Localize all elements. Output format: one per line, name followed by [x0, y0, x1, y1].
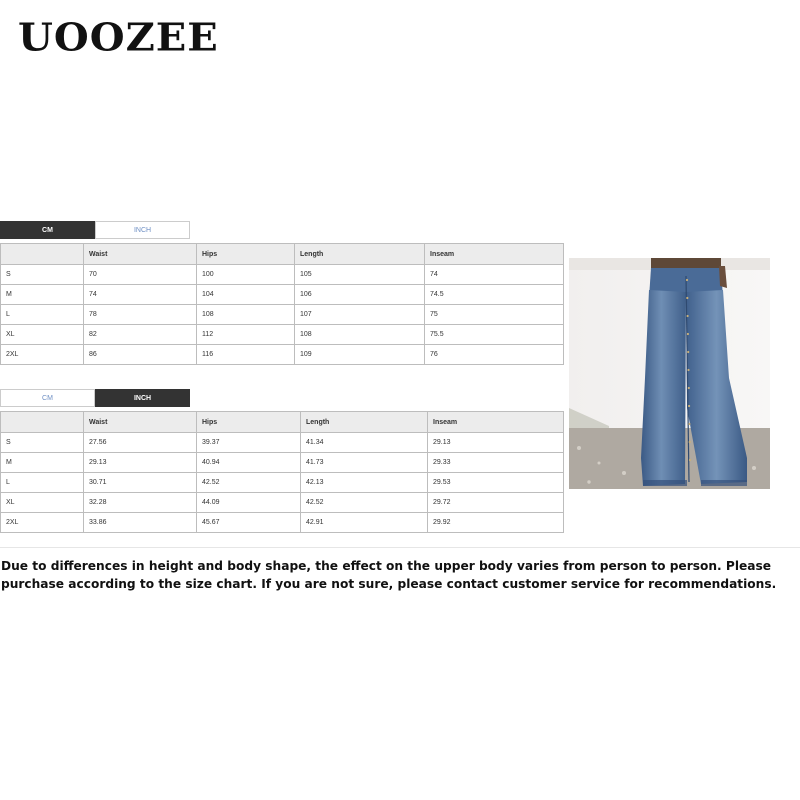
header-length: Length	[295, 244, 425, 265]
cell-length: 41.34	[301, 433, 428, 453]
table-row	[1, 473, 564, 493]
cell-inseam: 74.5	[425, 285, 564, 305]
table-row	[1, 305, 564, 325]
cell-inseam: 29.53	[428, 473, 564, 493]
cell-size: S	[1, 433, 84, 453]
cell-waist: 30.71	[84, 473, 197, 493]
cell-waist: 33.86	[84, 513, 197, 533]
header-size	[1, 412, 84, 433]
cell-size: L	[1, 305, 84, 325]
cell-inseam: 74	[425, 265, 564, 285]
cell-size: XL	[1, 325, 84, 345]
cell-waist: 86	[84, 345, 197, 365]
cell-hips: 44.09	[197, 493, 301, 513]
cell-size: 2XL	[1, 513, 84, 533]
cell-waist: 29.13	[84, 453, 197, 473]
brand-logo: UOOZEE	[18, 15, 219, 60]
unit-tabs-cm-section	[0, 221, 190, 239]
size-note: Due to differences in height and body shape, the effect on the upper body varies from person to person. Please purchase according to the size chart. If you are not sure, please contact customer service for recommendations.	[1, 559, 777, 591]
tab-cm[interactable]: CM	[0, 389, 95, 407]
header-hips: Hips	[197, 244, 295, 265]
cell-hips: 100	[197, 265, 295, 285]
cell-hips: 40.94	[197, 453, 301, 473]
table-row	[1, 285, 564, 305]
table-row	[1, 513, 564, 533]
wide-leg-jeans-illustration	[569, 258, 770, 489]
table-header-row	[1, 244, 564, 265]
size-table-cm	[0, 243, 564, 365]
tab-inch[interactable]: INCH	[95, 389, 190, 407]
cell-inseam: 75.5	[425, 325, 564, 345]
size-table-inch	[0, 411, 564, 533]
cell-waist: 32.28	[84, 493, 197, 513]
cell-hips: 45.67	[197, 513, 301, 533]
header-size	[1, 244, 84, 265]
cell-waist: 27.56	[84, 433, 197, 453]
table-row	[1, 493, 564, 513]
tab-cm[interactable]: CM	[0, 221, 95, 239]
cell-length: 41.73	[301, 453, 428, 473]
cell-size: L	[1, 473, 84, 493]
cell-length: 42.13	[301, 473, 428, 493]
cell-length: 42.52	[301, 493, 428, 513]
table-row	[1, 453, 564, 473]
cell-size: 2XL	[1, 345, 84, 365]
header-waist: Waist	[84, 244, 197, 265]
table-row	[1, 325, 564, 345]
cell-hips: 104	[197, 285, 295, 305]
cell-hips: 108	[197, 305, 295, 325]
cell-size: M	[1, 453, 84, 473]
cell-waist: 74	[84, 285, 197, 305]
header-waist: Waist	[84, 412, 197, 433]
cell-waist: 82	[84, 325, 197, 345]
cell-length: 42.91	[301, 513, 428, 533]
cell-hips: 116	[197, 345, 295, 365]
table-row	[1, 345, 564, 365]
header-inseam: Inseam	[425, 244, 564, 265]
cell-inseam: 76	[425, 345, 564, 365]
cell-hips: 39.37	[197, 433, 301, 453]
cell-hips: 42.52	[197, 473, 301, 493]
header-inseam: Inseam	[428, 412, 564, 433]
table-header-row	[1, 412, 564, 433]
cell-inseam: 29.72	[428, 493, 564, 513]
header-length: Length	[301, 412, 428, 433]
cell-inseam: 29.33	[428, 453, 564, 473]
cell-length: 107	[295, 305, 425, 325]
cell-inseam: 75	[425, 305, 564, 325]
cell-size: S	[1, 265, 84, 285]
cell-length: 106	[295, 285, 425, 305]
cell-inseam: 29.92	[428, 513, 564, 533]
table-row	[1, 265, 564, 285]
cell-waist: 70	[84, 265, 197, 285]
cell-length: 108	[295, 325, 425, 345]
cell-hips: 112	[197, 325, 295, 345]
product-photo	[569, 258, 770, 489]
cell-length: 109	[295, 345, 425, 365]
unit-tabs-inch-section	[0, 389, 190, 407]
cell-waist: 78	[84, 305, 197, 325]
table-row	[1, 433, 564, 453]
cell-length: 105	[295, 265, 425, 285]
panel-bottom-divider	[0, 547, 800, 548]
cell-inseam: 29.13	[428, 433, 564, 453]
cell-size: XL	[1, 493, 84, 513]
header-hips: Hips	[197, 412, 301, 433]
tab-inch[interactable]: INCH	[95, 221, 190, 239]
cell-size: M	[1, 285, 84, 305]
